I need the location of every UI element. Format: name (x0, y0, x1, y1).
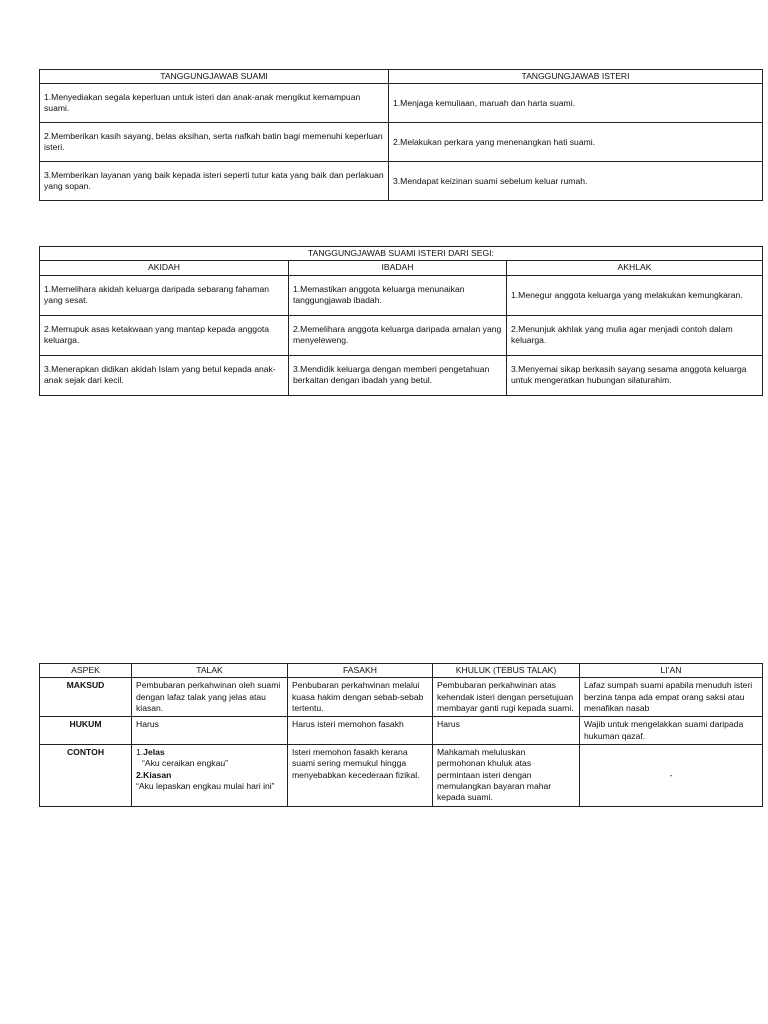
header-fasakh: FASAKH (288, 664, 433, 678)
table-row-hukum (40, 717, 763, 745)
cell-suami-1: 1.Menyediakan segala keperluan untuk isteri dan anak-anak mengikut kemampuan suami. (40, 84, 389, 123)
header-talak: TALAK (132, 664, 288, 678)
cell-akidah-1: 1.Memelihara akidah keluarga daripada sebarang fahaman yang sesat. (40, 275, 289, 315)
cell-akhlak-2: 2.Menunjuk akhlak yang mulia agar menjadi contoh dalam keluarga. (507, 315, 763, 355)
cell-ibadah-3: 3.Mendidik keluarga dengan memberi pengetahuan berkaitan dengan ibadah yang betul. (289, 355, 507, 395)
tanggungjawab-table (39, 69, 763, 201)
cell-ibadah-2: 2.Memelihara anggota keluarga daripada amalan yang menyeleweng. (289, 315, 507, 355)
lian-maksud: Lafaz sumpah suami apabila menuduh isteri berzina tanpa ada empat orang saksi atau menafikan nasab (580, 678, 763, 717)
item-heading: Jelas (143, 747, 165, 758)
cell-akidah-2: 2.Memupuk asas ketakwaan yang mantap kepada anggota keluarga. (40, 315, 289, 355)
header-aspek: ASPEK (40, 664, 132, 678)
table-header-row (40, 70, 763, 84)
table-title: TANGGUNGJAWAB SUAMI ISTERI DARI SEGI: (40, 247, 763, 261)
talak-contoh-quote: “Aku ceraikan engkau” (142, 758, 228, 769)
khuluk-maksud: Pembubaran perkahwinan atas kehendak isteri dengan persetujuan membayar ganti rugi kepada suami. (433, 678, 580, 717)
tanggungjawab-segi-table (39, 246, 763, 396)
header-ibadah: IBADAH (289, 261, 507, 275)
aspek-maksud: MAKSUD (40, 678, 132, 717)
table-header-row (40, 664, 763, 678)
item-heading: Kiasan (143, 769, 172, 780)
talak-contoh (132, 745, 288, 807)
table-row (40, 275, 763, 315)
khuluk-contoh: Mahkamah meluluskan permohonan khuluk atas permintaan isteri dengan memulangkan bayaran mahar kepada suami. (433, 745, 580, 807)
cell-isteri-2: 2.Melakukan perkara yang menenangkan hati suami. (389, 123, 763, 162)
cell-isteri-1: 1.Menjaga kemuliaan, maruah dan harta suami. (389, 84, 763, 123)
cell-isteri-3: 3.Mendapat keizinan suami sebelum keluar rumah. (389, 162, 763, 201)
cell-ibadah-1: 1.Memastikan anggota keluarga menunaikan tanggungjawab ibadah. (289, 275, 507, 315)
table-header-row (40, 261, 763, 275)
table-row (40, 355, 763, 395)
lian-hukum: Wajib untuk mengelakkan suami daripada hukuman qazaf. (580, 717, 763, 745)
khuluk-hukum: Harus (433, 717, 580, 745)
aspek-hukum: HUKUM (40, 717, 132, 745)
table-row (40, 162, 763, 201)
item-number: 2. (136, 769, 144, 780)
cell-akidah-3: 3.Menerapkan didikan akidah Islam yang betul kepada anak-anak sejak dari kecil. (40, 355, 289, 395)
table-row (40, 84, 763, 123)
table-row (40, 123, 763, 162)
header-akidah: AKIDAH (40, 261, 289, 275)
cell-akhlak-3: 3.Menyemai sikap berkasih sayang sesama anggota keluarga untuk mengeratkan hubungan silaturahim. (507, 355, 763, 395)
pembubaran-perkahwinan-table (39, 663, 763, 807)
fasakh-maksud: Penbubaran perkahwinan melalui kuasa hakim dengan sebab-sebab tertentu. (288, 678, 433, 717)
aspek-contoh: CONTOH (40, 745, 132, 807)
fasakh-hukum: Harus isteri memohon fasakh (288, 717, 433, 745)
header-lian: LI’AN (580, 664, 763, 678)
cell-suami-3: 3.Memberikan layanan yang baik kepada isteri seperti tutur kata yang baik dan perlakuan yang sopan. (40, 162, 389, 201)
talak-contoh-quote: “Aku lepaskan engkau mulai hari ini” (136, 781, 275, 792)
item-number: 1. (136, 747, 144, 758)
table-row-maksud (40, 678, 763, 717)
table-row-contoh (40, 745, 763, 807)
talak-hukum: Harus (132, 717, 288, 745)
header-isteri: TANGGUNGJAWAB ISTERI (389, 70, 763, 84)
header-akhlak: AKHLAK (507, 261, 763, 275)
header-khuluk: KHULUK (TEBUS TALAK) (433, 664, 580, 678)
cell-suami-2: 2.Memberikan kasih sayang, belas aksihan, serta nafkah batin bagi memenuhi keperluan isteri. (40, 123, 389, 162)
cell-akhlak-1: 1.Menegur anggota keluarga yang melakukan kemungkaran. (507, 275, 763, 315)
table-title-row (40, 247, 763, 261)
lian-contoh: - (580, 745, 763, 807)
talak-contoh-jelas (136, 747, 283, 758)
header-suami: TANGGUNGJAWAB SUAMI (40, 70, 389, 84)
talak-maksud: Pembubaran perkahwinan oleh suami dengan lafaz talak yang jelas atau kiasan. (132, 678, 288, 717)
table-row (40, 315, 763, 355)
fasakh-contoh: Isteri memohon fasakh kerana suami sering memukul hingga menyebabkan kecederaan fizikal. (288, 745, 433, 807)
talak-contoh-kiasan (136, 770, 283, 781)
